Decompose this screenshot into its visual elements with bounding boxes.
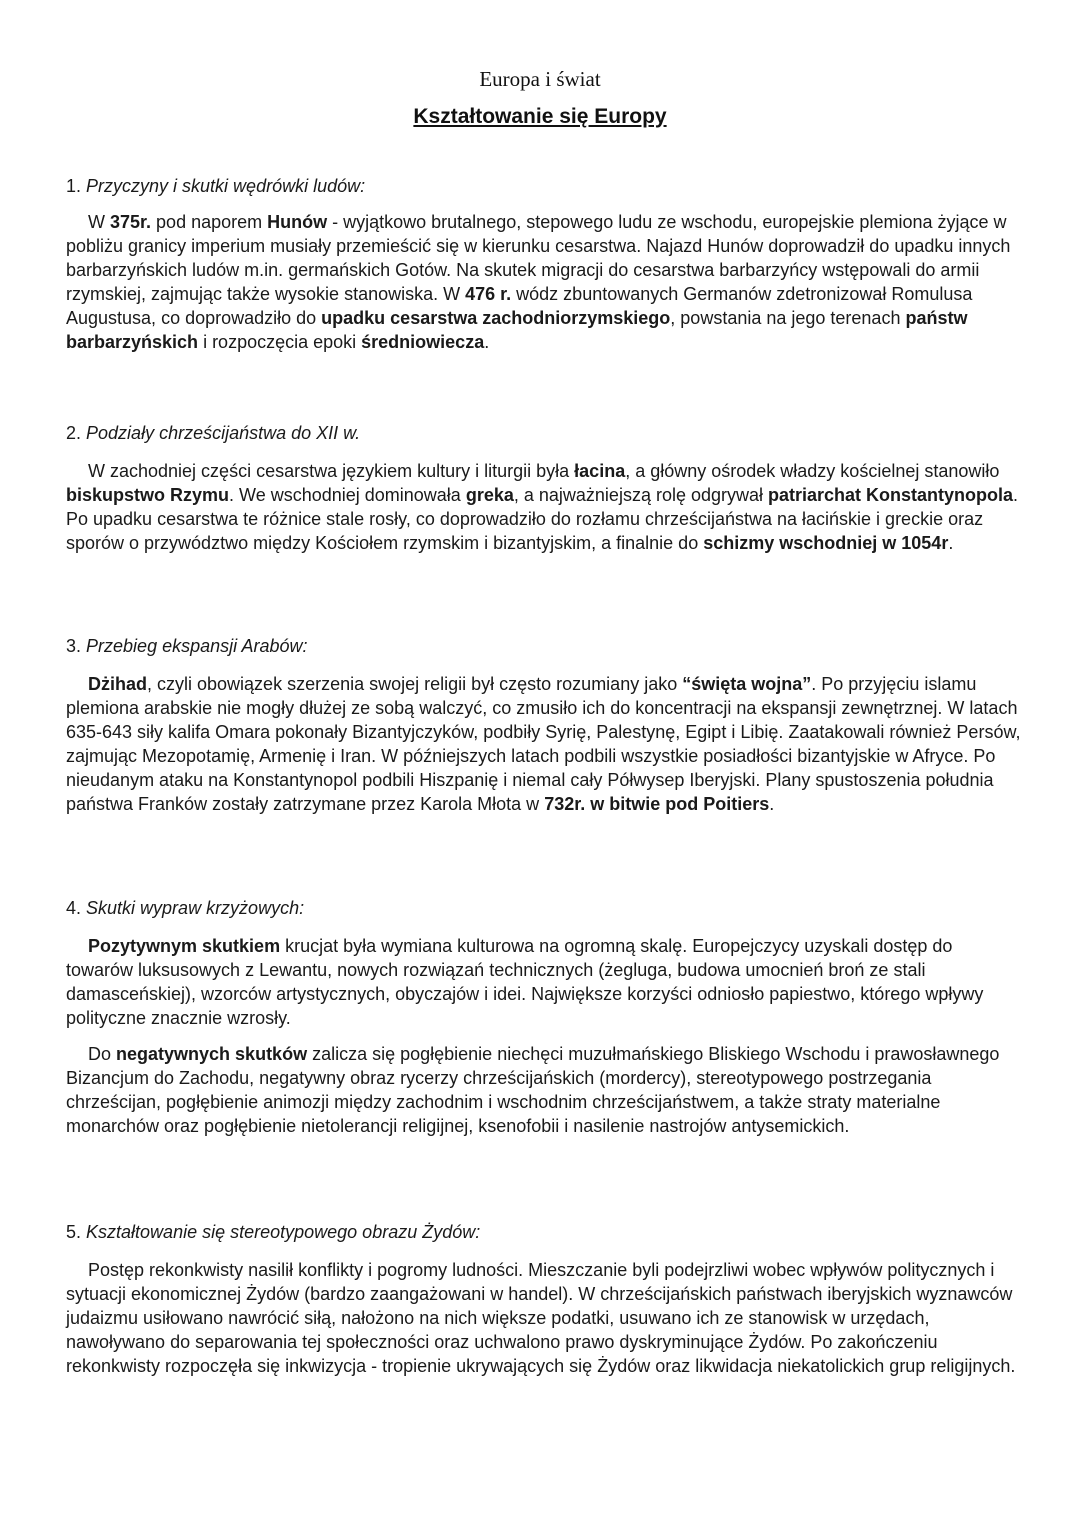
text-run: - wyjątkowo brutalnego, stepowego ludu ze wschodu, europejskie plemiona żyjące w pobliżu granicy imperium musiały przemieścić się w kierunku cesarstwa. Najazd Hunów doprowadził do upadku innych barbarzyńskich ludów m.in. germańskich Gotów. Na skutek migracji do cesarstwa barbarzyńcy wstępowali do armii rzymskiej, zajmując także wysokie stanowiska. W <box>66 212 1011 304</box>
text-run: , powstania na jego terenach <box>670 308 906 328</box>
text-run: . <box>948 533 954 553</box>
paragraph <box>66 672 1024 816</box>
paragraph <box>66 1042 1024 1138</box>
text-run: Do <box>88 1044 117 1064</box>
section-heading <box>66 1220 1024 1244</box>
section-1 <box>66 174 1024 354</box>
paragraph <box>66 934 1024 1030</box>
section-heading <box>66 421 1024 445</box>
document-subtitle: Kształtowanie się Europy <box>413 105 667 128</box>
section-title: Podziały chrześcijaństwa do XII w. <box>86 423 361 443</box>
text-run: W <box>88 212 110 232</box>
bold-text: biskupstwo Rzymu <box>66 485 230 505</box>
paragraph <box>66 210 1024 354</box>
section-2 <box>66 421 1024 555</box>
bold-text: średniowiecza <box>361 332 485 352</box>
section-number: 1. <box>66 176 82 196</box>
text-run: zalicza się pogłębienie niechęci muzułmańskiego Bliskiego Wschodu i prawosławnego Bizancjum do Zachodu, negatywny obraz rycerzy chrześcijańskich (mordercy), stereotypowego postrzegania chrześcijan, pogłębienie animozji między zachodnim i wschodnim chrześcijaństwem, a także straty materialne monarchów oraz pogłębienie nietolerancji religijnej, ksenofobii i nasilenie nastrojów antysemickich. <box>66 1044 1000 1136</box>
text-run: . <box>769 794 775 814</box>
paragraph <box>66 459 1024 555</box>
section-number: 3. <box>66 636 82 656</box>
bold-text: łacina <box>574 461 626 481</box>
text-run: . <box>484 332 490 352</box>
bold-text: patriarchat Konstantynopola <box>768 485 1014 505</box>
bold-text: schizmy wschodniej w 1054r <box>703 533 949 553</box>
section-title: Przyczyny i skutki wędrówki ludów: <box>86 176 366 196</box>
section-number: 5. <box>66 1222 82 1242</box>
text-run: i rozpoczęcia epoki <box>198 332 362 352</box>
text-run: , a główny ośrodek władzy kościelnej stanowiło <box>625 461 1000 481</box>
bold-text: greka <box>465 485 514 505</box>
bold-text: Dżihad <box>88 674 148 694</box>
text-run: krucjat była wymiana kulturowa na ogromną skalę. Europejczycy uzyskali dostęp do towarów luksusowych z Lewantu, nowych rozwiązań technicznych (żegluga, budowa umocnień broń ze stali damasceńskiej), wzorców artystycznych, obyczajów i idei. Największe korzyści odniosło papiestwo, którego wpływy polityczne znacznie wzrosły. <box>66 936 984 1028</box>
section-heading <box>66 896 1024 920</box>
bold-text: 732r. w bitwie pod Poitiers <box>544 794 770 814</box>
bold-text: Pozytywnym skutkiem <box>88 936 281 956</box>
document-title: Europa i świat <box>479 67 601 91</box>
section-title: Skutki wypraw krzyżowych: <box>86 898 305 918</box>
section-3 <box>66 634 1024 816</box>
text-run: wódz zbuntowanych Germanów zdetronizował Romulusa Augustusa, co doprowadziło do <box>66 284 973 328</box>
text-run: , czyli obowiązek szerzenia swojej religii był często rozumiany jako <box>147 674 683 694</box>
text-run: W zachodniej części cesarstwa językiem kultury i liturgii była <box>88 461 575 481</box>
section-title: Kształtowanie się stereotypowego obrazu Żydów: <box>86 1222 481 1242</box>
text-run: pod naporem <box>151 212 268 232</box>
section-5 <box>66 1220 1024 1378</box>
bold-text: państw barbarzyńskich <box>66 308 968 352</box>
section-number: 2. <box>66 423 82 443</box>
bold-text: 476 r. <box>465 284 512 304</box>
section-heading <box>66 634 1024 658</box>
bold-text: Hunów <box>267 212 328 232</box>
section-heading <box>66 174 1024 198</box>
paragraph <box>66 1258 1024 1378</box>
text-run: . Po upadku cesarstwa te różnice stale rosły, co doprowadziło do rozłamu chrześcijaństwa na łacińskie i greckie oraz sporów o przywództwo między Kościołem rzymskim i bizantyjskim, a finalnie do <box>66 485 1019 553</box>
text-run: Postęp rekonkwisty nasilił konflikty i pogromy ludności. Mieszczanie byli podejrzliwi wobec wpływów politycznych i sytuacji ekonomicznej Żydów (bardzo zaangażowani w handel). W chrześcijańskich państwach iberyjskich wyznawców judaizmu usiłowano nawrócić siłą, nałożono na nich większe podatki, usuwano ich ze stanowisk w urzędach, nawoływano do separowania tej społeczności oraz uchwalono prawo dyskryminujące Żydów. Po zakończeniu rekonkwisty rozpoczęła się inkwizycja - tropienie ukrywających się Żydów oraz likwidacja niekatolickich grup religijnych. <box>66 1260 1016 1376</box>
section-number: 4. <box>66 898 82 918</box>
bold-text: 375r. <box>110 212 152 232</box>
text-run: . We wschodniej dominowała <box>229 485 466 505</box>
bold-text: upadku cesarstwa zachodniorzymskiego <box>321 308 671 328</box>
section-4 <box>66 896 1024 1138</box>
bold-text: “święta wojna” <box>682 674 812 694</box>
section-title: Przebieg ekspansji Arabów: <box>86 636 308 656</box>
bold-text: negatywnych skutków <box>116 1044 308 1064</box>
text-run: , a najważniejszą rolę odgrywał <box>513 485 769 505</box>
text-run: . Po przyjęciu islamu plemiona arabskie nie mogły dłużej ze sobą walczyć, co zmusiło ich do koncentracji na ekspansji zewnętrznej. W latach 635-643 siły kalifa Omara pokonały Bizantyjczyków, podbiły Syrię, Palestynę, Egipt i Libię. Zaatakowali również Persów, zajmując Mezopotamię, Armenię i Iran. W późniejszych latach podbili wszystkie posiadłości bizantyjskie w Afryce. Po nieudanym ataku na Konstantynopol podbili Hiszpanię i niemal cały Półwysep Iberyjski. Plany spustoszenia południa państwa Franków zostały zatrzymane przez Karola Młota w <box>66 674 1021 814</box>
